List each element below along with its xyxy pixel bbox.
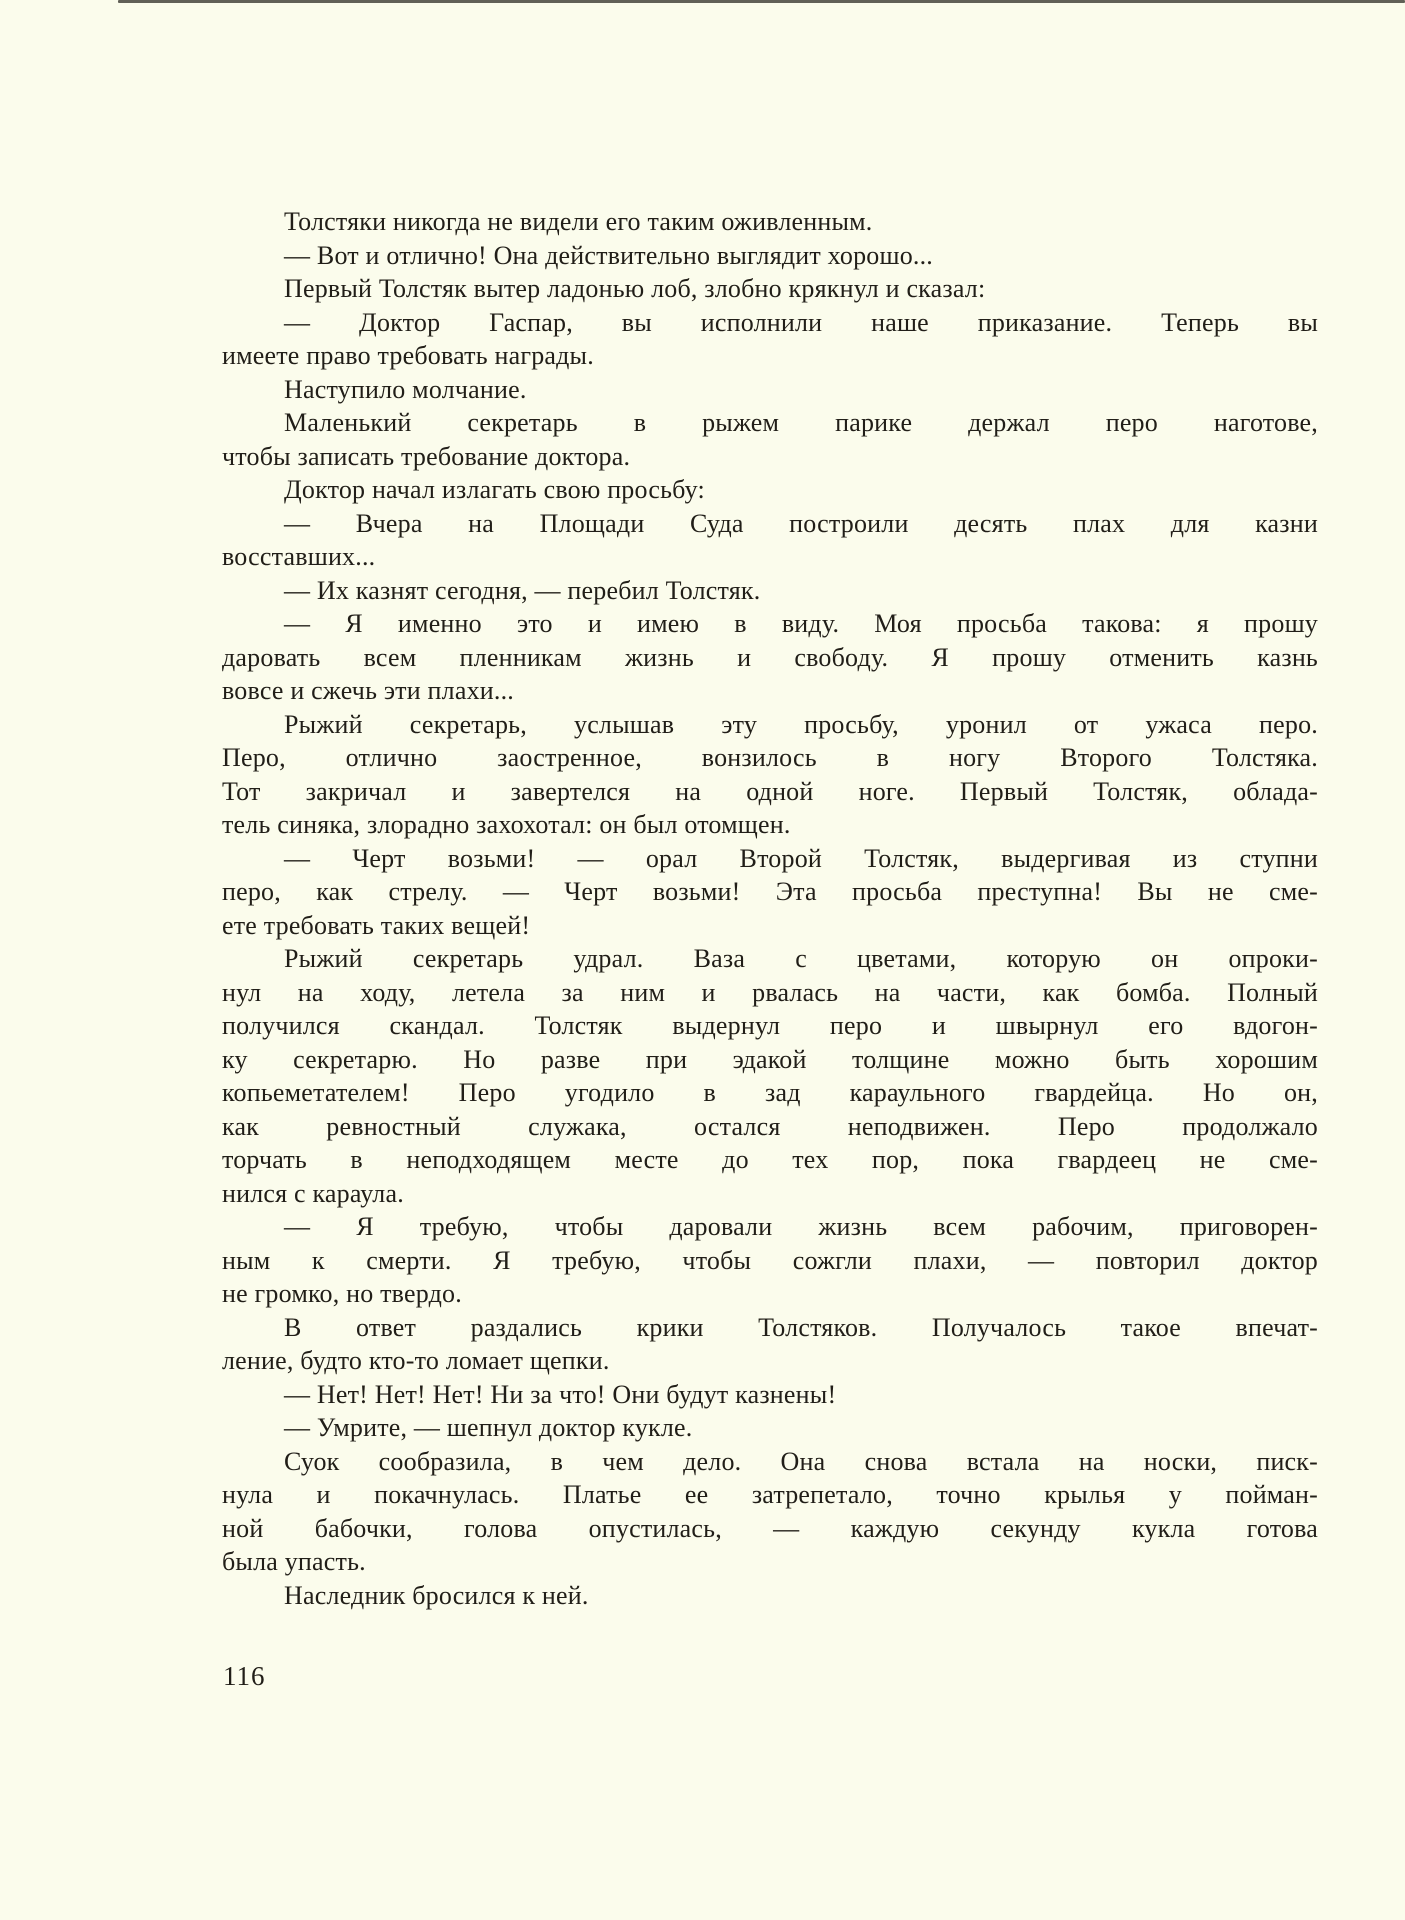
text-line: Наследник бросился к ней.: [284, 1580, 589, 1610]
text-line: имеете право требовать награды.: [222, 341, 594, 370]
paragraph: [222, 1445, 1318, 1579]
paragraph: [222, 607, 1318, 708]
text-line: нился с караула.: [222, 1178, 404, 1208]
text-line: тель синяка, злорадно захохотал: он был отомщен.: [222, 810, 791, 839]
paragraph: [222, 574, 1318, 608]
paragraph: [222, 1311, 1318, 1378]
text-line: вовсе и сжечь эти плахи...: [222, 676, 514, 705]
text-line: — Вот и отлично! Она действительно выглядит хорошо...: [284, 240, 933, 270]
paragraph: [222, 1210, 1318, 1311]
paragraph: [222, 272, 1318, 306]
text-line: нула и покачнулась. Платье ее затрепетало, точно крылья у пойман-: [222, 1480, 1318, 1509]
page-number: 116: [223, 1661, 266, 1691]
paragraph: [222, 842, 1318, 943]
text-line: получился скандал. Толстяк выдернул перо и швырнул его вдогон-: [222, 1011, 1318, 1040]
text-line: Толстяки никогда не видели его таким оживленным.: [284, 207, 873, 236]
text-line: — Я требую, чтобы даровали жизнь всем рабочим, приговорен-: [284, 1212, 1318, 1241]
text-line: — Нет! Нет! Нет! Ни за что! Они будут казнены!: [284, 1379, 837, 1409]
text-line: восставших...: [222, 542, 376, 571]
text-line: ной бабочки, голова опустилась, — каждую секунду кукла готова: [222, 1513, 1318, 1543]
text-line: Маленький секретарь в рыжем парике держал перо наготове,: [284, 408, 1318, 437]
text-line: ление, будто кто-то ломает щепки.: [222, 1346, 610, 1375]
text-line: ете требовать таких вещей!: [222, 910, 531, 940]
text-line: ку секретарю. Но разве при эдакой толщине можно быть хорошим: [222, 1044, 1318, 1074]
text-line: Доктор начал излагать свою просьбу:: [284, 475, 705, 504]
text-line: даровать всем пленникам жизнь и свободу. Я прошу отменить казнь: [222, 642, 1318, 672]
text-line: — Доктор Гаспар, вы исполнили наше приказание. Теперь вы: [284, 307, 1318, 337]
text-line: — Вчера на Площади Суда построили десять плах для казни: [284, 508, 1318, 538]
paragraph: [222, 239, 1318, 273]
text-line: Рыжий секретарь, услышав эту просьбу, уронил от ужаса перо.: [284, 709, 1318, 739]
text-line: торчать в неподходящем месте до тех пор, пока гвардеец не сме-: [222, 1145, 1318, 1174]
text-line: — Черт возьми! — орал Второй Толстяк, выдергивая из ступни: [284, 843, 1318, 873]
text-line: Первый Толстяк вытер ладонью лоб, злобно крякнул и сказал:: [284, 274, 986, 303]
text-line: Перо, отлично заостренное, вонзилось в ногу Второго Толстяка.: [222, 743, 1318, 772]
text-line: Рыжий секретарь удрал. Ваза с цветами, которую он опроки-: [284, 944, 1318, 973]
paragraph: [222, 507, 1318, 574]
text-line: нул на ходу, летела за ним и рвалась на части, как бомба. Полный: [222, 977, 1318, 1007]
text-line: ным к смерти. Я требую, чтобы сожгли плахи, — повторил доктор: [222, 1245, 1318, 1275]
paragraph: [222, 1378, 1318, 1412]
scan-edge-artifact: [118, 0, 1405, 3]
text-line: копьеметателем! Перо угодило в зад караульного гвардейца. Но он,: [222, 1078, 1318, 1107]
paragraph: [222, 708, 1318, 842]
text-line: была упасть.: [222, 1547, 366, 1576]
text-line: как ревностный служака, остался неподвижен. Перо продолжало: [222, 1111, 1318, 1141]
text-line: — Я именно это и имею в виду. Моя просьба такова: я прошу: [284, 609, 1318, 638]
text-line: В ответ раздались крики Толстяков. Получалось такое впечат-: [284, 1312, 1318, 1342]
text-line: — Их казнят сегодня, — перебил Толстяк.: [284, 575, 761, 605]
paragraph: [222, 473, 1318, 507]
page-text: [222, 205, 1318, 1612]
paragraph: [222, 373, 1318, 407]
text-line: перо, как стрелу. — Черт возьми! Эта просьба преступна! Вы не сме-: [222, 877, 1318, 906]
text-line: Тот закричал и завертелся на одной ноге. Первый Толстяк, облада-: [222, 776, 1318, 806]
paragraph: [222, 306, 1318, 373]
paragraph: [222, 406, 1318, 473]
text-line: Наступило молчание.: [284, 374, 527, 404]
paragraph: [222, 1411, 1318, 1445]
paragraph: [222, 942, 1318, 1210]
paragraph: [222, 1579, 1318, 1613]
paragraph: [222, 205, 1318, 239]
text-line: Суок сообразила, в чем дело. Она снова встала на носки, писк-: [284, 1446, 1318, 1476]
text-line: чтобы записать требование доктора.: [222, 441, 631, 471]
text-line: — Умрите, — шепнул доктор кукле.: [284, 1413, 693, 1442]
text-line: не громко, но твердо.: [222, 1279, 462, 1308]
